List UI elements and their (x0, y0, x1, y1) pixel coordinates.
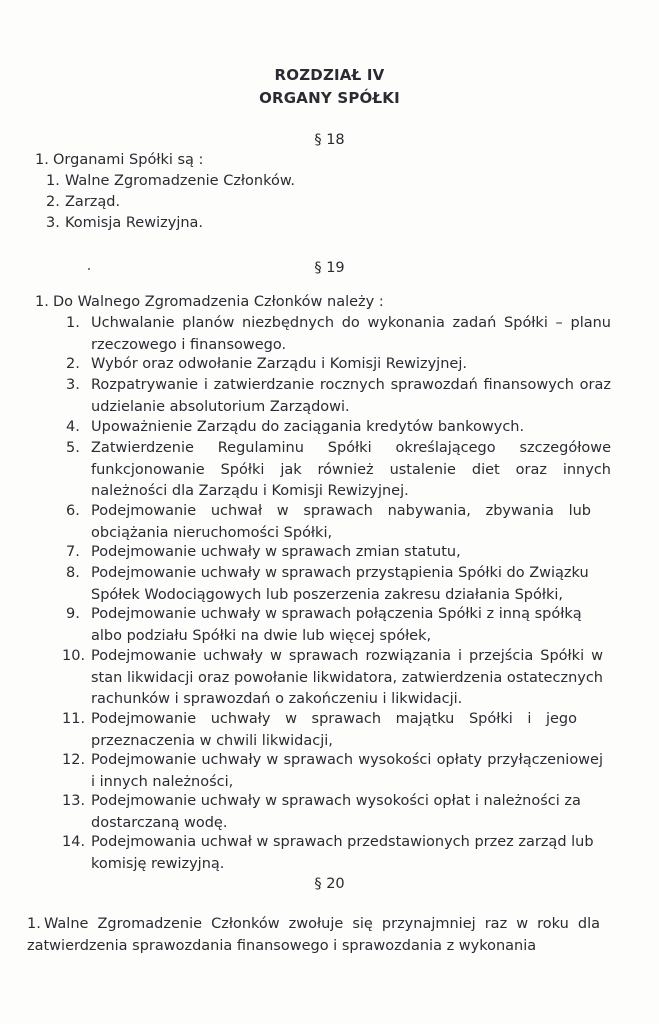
s19-item: Upoważnienie Zarządu do zaciągania kredytów bankowych. (91, 419, 525, 435)
s19-item: Podejmowanie uchwał w sprawach nabywania, zbywania lub obciążania nieruchomości Spółki, (91, 503, 591, 541)
s19-item: Podejmowanie uchwały w sprawach wysokości opłat i należności za dostarczaną wodę. (91, 793, 581, 831)
s19-item: Rozpatrywanie i zatwierdzanie rocznych sprawozdań finansowych oraz udzielanie absolutorium Zarządowi. (91, 377, 611, 415)
s19-item: Podejmowanie uchwały w sprawach rozwiązania i przejścia Spółki w stan likwidacji oraz powołanie likwidatora, zatwierdzenia ostatecznych rachunków i sprawozdań o zakończeniu i likwidacji. (91, 648, 603, 707)
s20-intro-text: Walne Zgromadzenie Członków zwołuje się przynajmniej raz w roku dla zatwierdzenia sprawozdania finansowego i sprawozdania z wykonania (27, 916, 600, 954)
s19-item-number: 1. (66, 315, 80, 331)
s19-item-number: 14. (62, 834, 86, 850)
s19-item-number: 12. (62, 752, 86, 768)
s19-intro: Do Walnego Zgromadzenia Członków należy : (53, 294, 384, 310)
s18-intro-number: 1. (35, 152, 49, 168)
s19-item: Podejmowanie uchwały w sprawach majątku Spółki i jego przeznaczenia w chwili likwidacji, (91, 711, 577, 749)
s18-item-number: 3. (46, 215, 60, 231)
s19-item: Podejmowanie uchwały w sprawach wysokości opłaty przyłączeniowej i innych należności, (91, 752, 603, 790)
s20-intro (27, 914, 600, 957)
s19-item-number: 2. (66, 356, 80, 372)
s19-item-number: 10. (62, 648, 86, 664)
s19-item: Podejmowanie uchwały w sprawach przystąpienia Spółki do Związku Spółek Wodociągowych lub poszerzenia zakresu działania Spółki, (91, 565, 589, 603)
s19-item-number: 6. (66, 503, 80, 519)
s19-item-number: 8. (66, 565, 80, 581)
s19-intro-number: 1. (35, 294, 49, 310)
s18-item-number: 1. (46, 173, 60, 189)
chapter-title: ROZDZIAŁ IV (274, 66, 385, 84)
s19-item: Uchwalanie planów niezbędnych do wykonania zadań Spółki – planu rzeczowego i finansowego. (91, 315, 611, 353)
section-20-symbol: § 20 (314, 876, 345, 892)
s19-item-number: 13. (62, 793, 86, 809)
s20-intro-number: 1. (27, 916, 41, 932)
s18-intro: Organami Spółki są : (53, 152, 204, 168)
s18-item: Walne Zgromadzenie Członków. (65, 173, 295, 189)
s19-item-number: 7. (66, 544, 80, 560)
chapter-subtitle: ORGANY SPÓŁKI (259, 89, 400, 107)
s18-item: Komisja Rewizyjna. (65, 215, 204, 231)
s19-item-number: 3. (66, 377, 80, 393)
s19-item: Zatwierdzenie Regulaminu Spółki określającego szczegółowe funkcjonowanie Spółki jak również ustalenie diet oraz innych należności dla Zarządu i Komisji Rewizyjnej. (91, 440, 611, 499)
s18-item-number: 2. (46, 194, 60, 210)
s19-item-number: 4. (66, 419, 80, 435)
s19-item-number: 11. (62, 711, 86, 727)
s19-item: Podejmowania uchwał w sprawach przedstawionych przez zarząd lub komisję rewizyjną. (91, 834, 594, 872)
s19-item: Podejmowanie uchwały w sprawach połączenia Spółki z inną spółką albo podziału Spółki na dwie lub więcej spółek, (91, 606, 582, 644)
s19-item: Podejmowanie uchwały w sprawach zmian statutu, (91, 544, 461, 560)
s19-item-number: 9. (66, 606, 80, 622)
s18-item: Zarząd. (65, 194, 121, 210)
section-18-symbol: § 18 (314, 132, 345, 148)
s19-item-number: 5. (66, 440, 80, 456)
s19-item: Wybór oraz odwołanie Zarządu i Komisji Rewizyjnej. (91, 356, 467, 372)
section-19-symbol: § 19 (314, 260, 345, 276)
